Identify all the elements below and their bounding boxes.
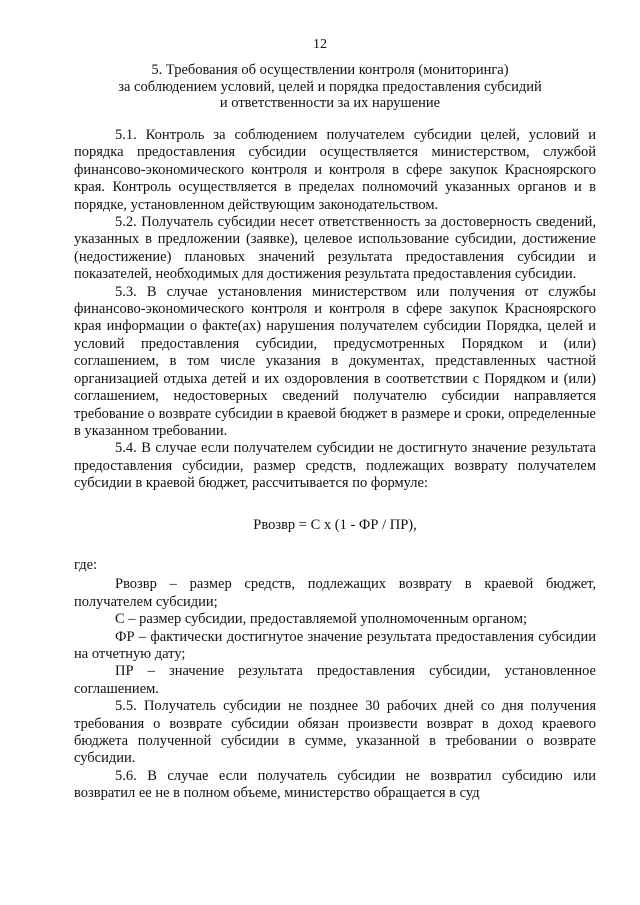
- paragraph-5-2: 5.2. Получатель субсидии несет ответственность за достоверность сведений, указанных в предложении (заявке), целевое использование субсидии, достижение (недостижение) плановых значений результата предоставления субсидии и показателей, необходимых для достижения результата предоставления субсидии.: [74, 214, 596, 283]
- section-heading: [70, 62, 590, 112]
- where-label: где:: [74, 556, 98, 573]
- definition-rvozvr: Рвозвр – размер средств, подлежащих возврату в краевой бюджет, получателем субсидии;: [74, 576, 596, 610]
- formula: Рвозвр = С х (1 - ФР / ПР),: [253, 516, 417, 533]
- paragraph-5-4: 5.4. В случае если получателем субсидии не достигнуто значение результата предоставления субсидии, размер средств, подлежащих возврату получателем субсидии в краевой бюджет, рассчитывается по формуле:: [74, 440, 596, 492]
- definition-pr: ПР – значение результата предоставления субсидии, установленное соглашением.: [74, 663, 596, 697]
- paragraph-5-6: 5.6. В случае если получатель субсидии не возвратил субсидию или возвратил ее не в полном объеме, министерство обращается в суд: [74, 767, 596, 802]
- definition-c: С – размер субсидии, предоставляемой уполномоченным органом;: [115, 611, 528, 628]
- heading-line-2: за соблюдением условий, целей и порядка предоставления субсидий: [118, 78, 542, 95]
- paragraph-5-5: 5.5. Получатель субсидии не позднее 30 рабочих дней со дня получения требования о возврате субсидии обязан произвести возврат в доход краевого бюджета полученной субсидии в сумме, указанной в требовании о возврате субсидии.: [74, 698, 596, 767]
- paragraph-5-1: 5.1. Контроль за соблюдением получателем субсидии целей, условий и порядка предоставления субсидии осуществляется министерством, службой финансово-экономического контроля и контроля в сфере закупок Красноярского края. Контроль осуществляется в пределах полномочий указанных органов и в порядке, установленном действующим законодательством.: [74, 127, 596, 213]
- heading-line-3: и ответственности за их нарушение: [219, 95, 441, 111]
- paragraph-5-3: 5.3. В случае установления министерством или получения от службы финансово-экономического контроля и контроля в сфере закупок Красноярского края информации о факте(ах) нарушения получателем субсидии Порядка, целей и условий предоставления субсидии, предусмотренных Порядком и (или) соглашением, в том числе указания в документах, представленных частной организацией отдыха детей и их оздоровления в соответствии с Порядком и (или) соглашением, недостоверных сведений получателю субсидии направляется требование о возврате субсидии в краевой бюджет в размере и сроки, определенные в указанном требовании.: [74, 283, 596, 439]
- page-number: 12: [313, 37, 327, 52]
- heading-line-1: 5. Требования об осуществлении контроля (мониторинга): [151, 62, 509, 78]
- document-body: [74, 127, 596, 803]
- definition-fr: ФР – фактически достигнутое значение результата предоставления субсидии на отчетную дату;: [74, 628, 596, 662]
